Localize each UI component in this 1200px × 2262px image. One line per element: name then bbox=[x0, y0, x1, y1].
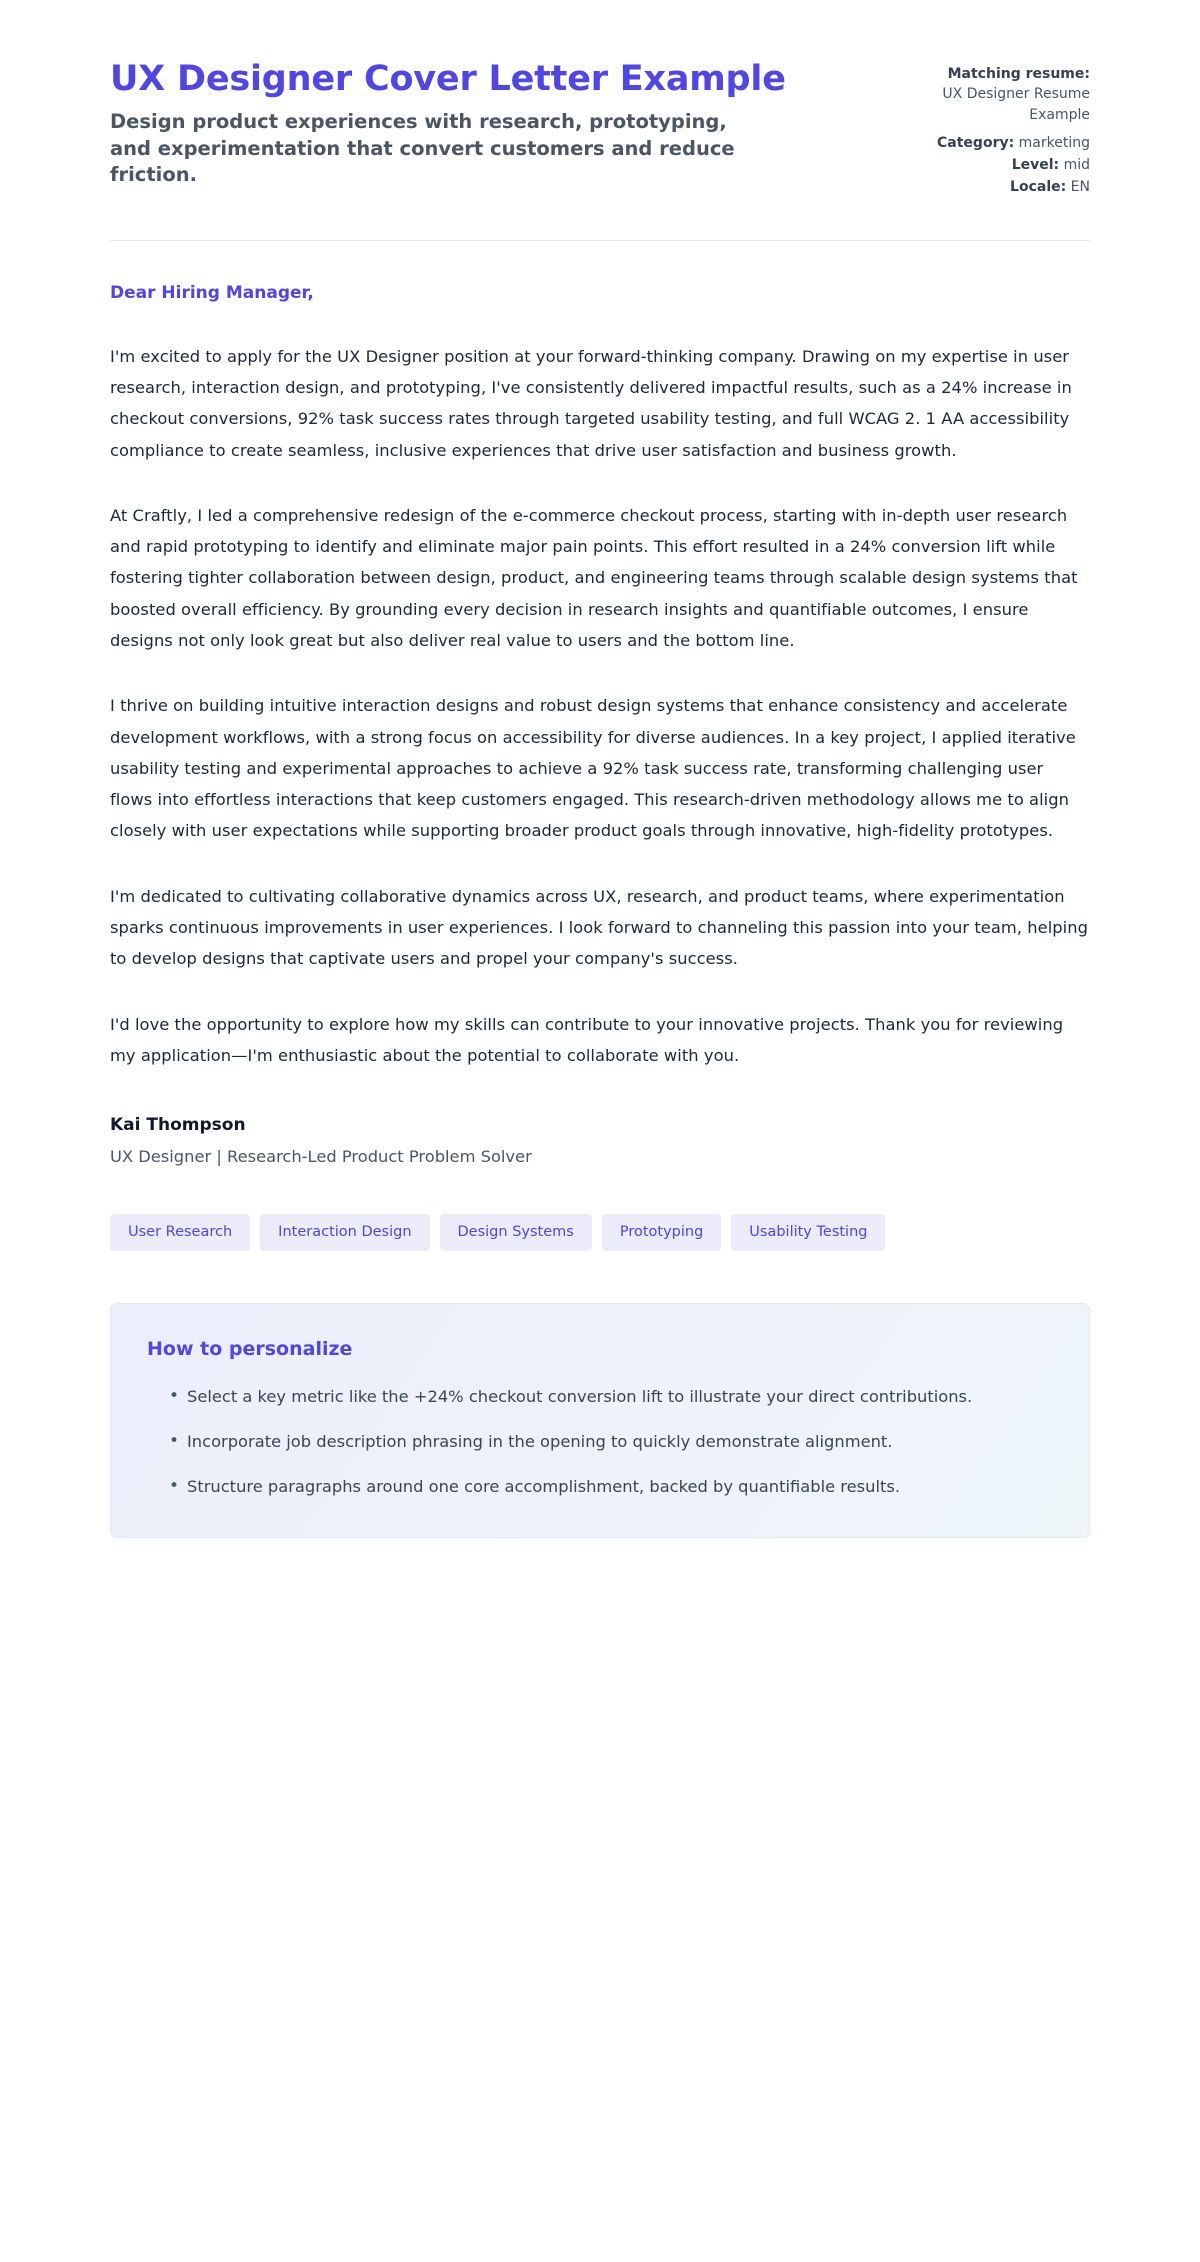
callout-title: How to personalize bbox=[147, 1337, 353, 1360]
skill-tag[interactable]: Usability Testing bbox=[731, 1214, 885, 1251]
letter-paragraph: At Craftly, I led a comprehensive redesign of the e-commerce checkout process, starting with in-depth user research and rapid prototyping to identify and eliminate major pain points. This effort resulted in a 24% conversion lift while fostering tighter collaboration between design, product, and engineering teams through scalable design systems that boosted overall efficiency. By grounding every decision in research insights and quantifiable outcomes, I ensure designs not only look great but also deliver real value to users and the bottom line. bbox=[110, 505, 1078, 651]
letter-paragraph: I'd love the opportunity to explore how my skills can contribute to your innovative projects. Thank you for reviewing my application—I'm enthusiastic about the potential to collaborate with you. bbox=[110, 1014, 1064, 1065]
document-header bbox=[110, 48, 1090, 200]
meta-level-label: Level: bbox=[1011, 157, 1060, 174]
meta-locale-label: Locale: bbox=[1010, 179, 1067, 196]
personalize-callout bbox=[110, 1303, 1090, 1538]
letter-salutation: Dear Hiring Manager, bbox=[110, 282, 314, 303]
signature-name: Kai Thompson bbox=[110, 1115, 246, 1136]
signature-role: UX Designer | Research-Led Product Problem Solver bbox=[110, 1147, 532, 1167]
callout-list-item: • Incorporate job description phrasing in the opening to quickly demonstrate alignment. bbox=[169, 1427, 1053, 1456]
meta-level bbox=[890, 155, 1090, 175]
meta-category-value: marketing bbox=[1018, 134, 1090, 151]
page-subtitle: Design product experiences with research, prototyping, and experimentation that convert customers and reduce friction. bbox=[110, 110, 735, 186]
meta-category bbox=[890, 133, 1090, 153]
letter-paragraph: I'm dedicated to cultivating collaborative dynamics across UX, research, and product teams, where experimentation sparks continuous improvements in user experiences. I look forward to channeling this passion into your team, helping to develop designs that captivate users and propel your company's success. bbox=[110, 886, 1088, 969]
meta-matching-resume bbox=[890, 64, 1090, 125]
meta-level-value: mid bbox=[1063, 157, 1090, 174]
letter-body bbox=[110, 241, 1090, 1071]
meta-locale bbox=[890, 177, 1090, 197]
meta-matching-resume-label: Matching resume: bbox=[947, 66, 1090, 82]
callout-list bbox=[147, 1382, 1053, 1501]
skill-tag-list bbox=[110, 1214, 1090, 1251]
page-title: UX Designer Cover Letter Example bbox=[110, 59, 786, 99]
document-metadata bbox=[890, 58, 1090, 200]
meta-locale-value: EN bbox=[1070, 179, 1090, 196]
callout-list-item: • Select a key metric like the +24% checkout conversion lift to illustrate your direct contributions. bbox=[169, 1382, 1053, 1411]
skill-tag[interactable]: Prototyping bbox=[602, 1214, 721, 1251]
skill-tag[interactable]: Interaction Design bbox=[260, 1214, 429, 1251]
skill-tag[interactable]: User Research bbox=[110, 1214, 250, 1251]
letter-paragraph: I thrive on building intuitive interaction designs and robust design systems that enhance consistency and accelerate development workflows, with a strong focus on accessibility for diverse audiences. In a key project, I applied iterative usability testing and experimental approaches to achieve a 92% task success rate, transforming challenging user flows into effortless interactions that keep customers engaged. This research-driven methodology allows me to align closely with user expectations while supporting broader product goals through innovative, high-fidelity prototypes. bbox=[110, 696, 1076, 841]
header-title-block bbox=[110, 58, 810, 188]
callout-list-item: • Structure paragraphs around one core accomplishment, backed by quantifiable results. bbox=[169, 1472, 1053, 1501]
letter-paragraph: I'm excited to apply for the UX Designer position at your forward-thinking company. Drawing on my expertise in user research, interaction design, and prototyping, I've consistently delivered impactful results, such as a 24% increase in checkout conversions, 92% task success rates through targeted usability testing, and full WCAG 2. 1 AA accessibility compliance to create seamless, inclusive experiences that drive user satisfaction and business growth. bbox=[110, 346, 1072, 460]
meta-matching-resume-value[interactable]: UX Designer Resume Example bbox=[942, 86, 1090, 123]
skill-tag[interactable]: Design Systems bbox=[440, 1214, 592, 1251]
meta-category-label: Category: bbox=[937, 134, 1015, 151]
signature-block bbox=[110, 1115, 1090, 1166]
